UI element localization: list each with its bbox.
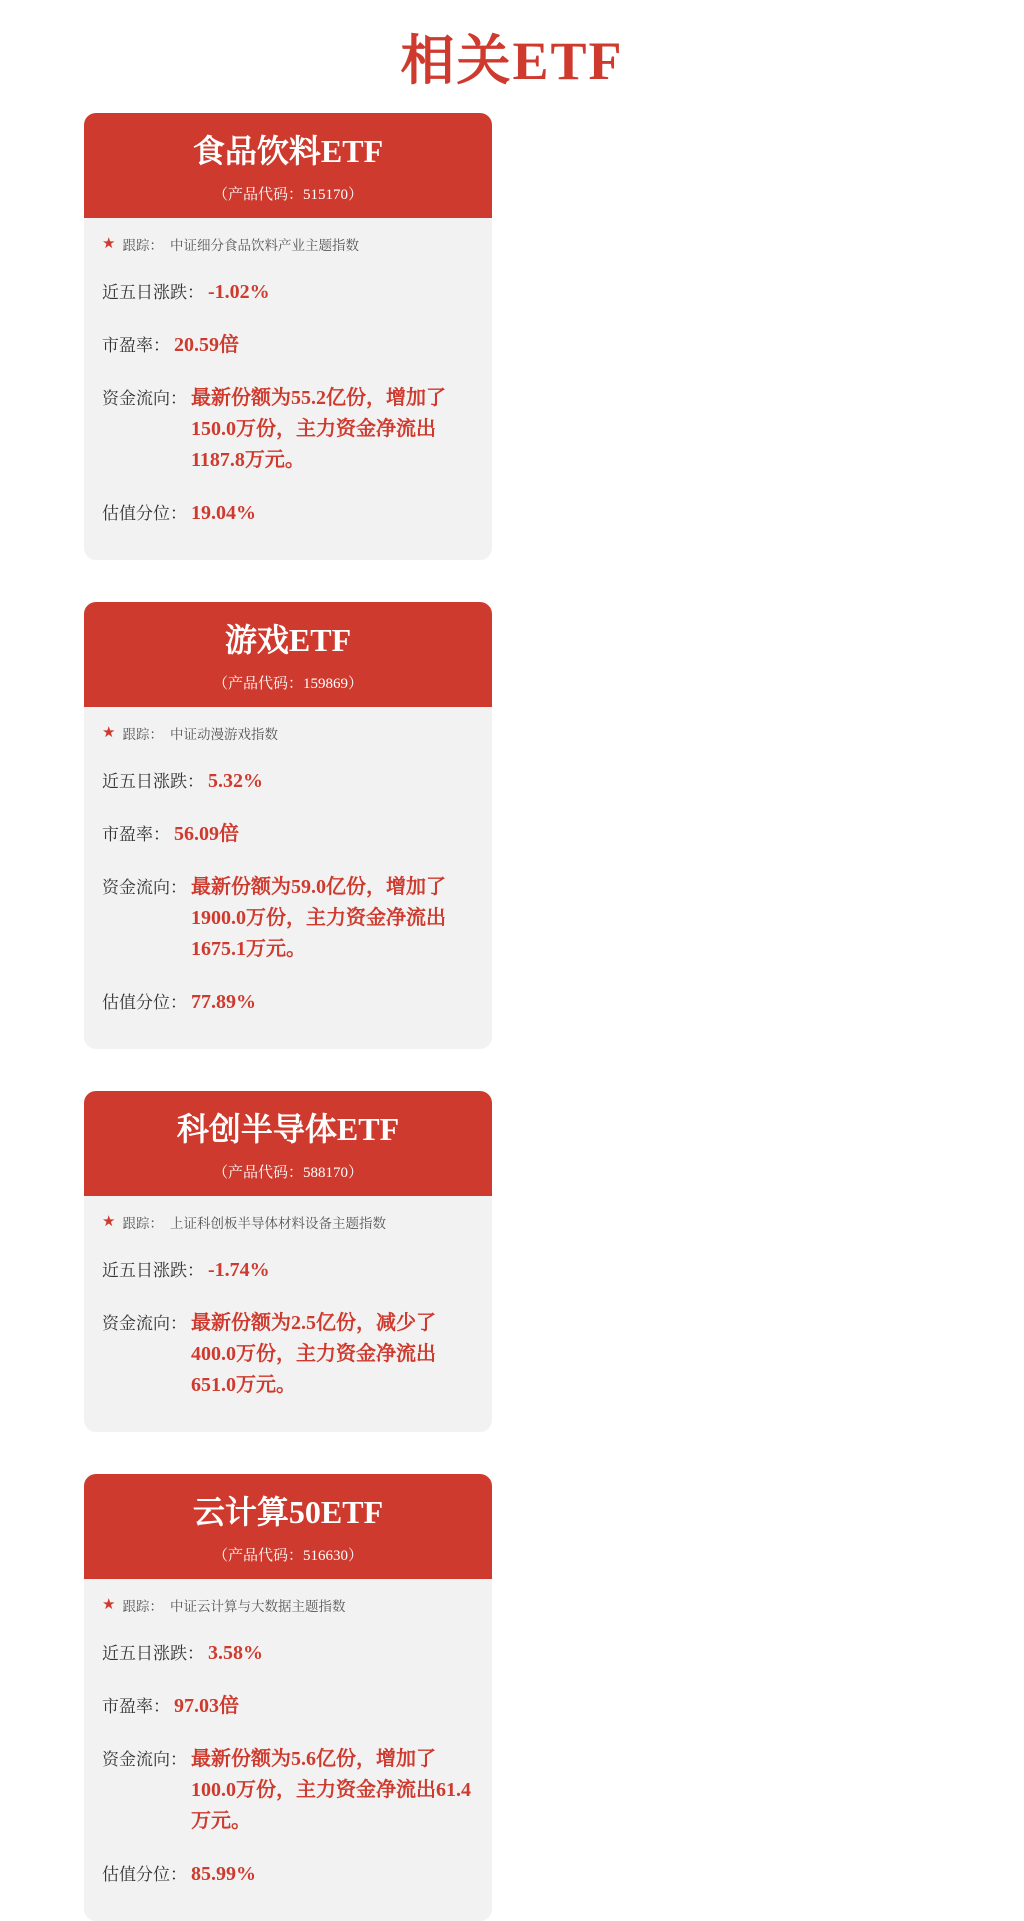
metric-change5d	[102, 755, 474, 808]
track-value: 中证动漫游戏指数	[169, 727, 278, 742]
metric-label: 市盈率：	[102, 825, 170, 844]
metric-label: 资金流向：	[102, 389, 187, 408]
etf-code: （产品代码：515170）	[212, 187, 363, 203]
metric-value: 20.59倍	[174, 334, 239, 356]
track-label: 跟踪：	[122, 1599, 163, 1614]
etf-track-row	[102, 234, 474, 266]
metric-valuation	[102, 487, 474, 540]
metric-pe	[102, 808, 474, 861]
etf-code: （产品代码：588170）	[212, 1165, 363, 1181]
track-value: 中证细分食品饮料产业主题指数	[169, 238, 359, 253]
metric-value: 3.58%	[208, 1642, 263, 1664]
track-value: 中证云计算与大数据主题指数	[169, 1599, 346, 1614]
etf-name: 游戏ETF	[224, 622, 352, 658]
metric-value: 56.09倍	[174, 823, 239, 845]
metric-value: 最新份额为59.0亿份，增加了1900.0万份，主力资金净流出1675.1万元。	[191, 876, 446, 960]
metric-value: 97.03倍	[174, 1695, 239, 1717]
etf-card-header	[84, 1091, 492, 1196]
metric-fund-flow	[102, 861, 474, 976]
etf-name: 食品饮料ETF	[192, 133, 384, 169]
metric-value: 最新份额为55.2亿份，增加了150.0万份，主力资金净流出1187.8万元。	[191, 387, 446, 471]
track-label: 跟踪：	[122, 727, 163, 742]
etf-card-header	[84, 602, 492, 707]
metric-pe	[102, 319, 474, 372]
metric-pe	[102, 1680, 474, 1733]
metric-label: 市盈率：	[102, 1697, 170, 1716]
metric-value: 5.32%	[208, 770, 263, 792]
metric-label: 近五日涨跌：	[102, 1644, 204, 1663]
etf-card[interactable]	[84, 113, 492, 560]
etf-card-header	[84, 1474, 492, 1579]
metric-label: 资金流向：	[102, 1750, 187, 1769]
metric-label: 资金流向：	[102, 1314, 187, 1333]
metric-label: 估值分位：	[102, 993, 187, 1012]
star-icon: ★	[102, 1213, 116, 1230]
metric-label: 估值分位：	[102, 504, 187, 523]
metric-value: 最新份额为2.5亿份，减少了400.0万份，主力资金净流出651.0万元。	[191, 1312, 436, 1396]
metric-value: 77.89%	[191, 991, 256, 1013]
page-title: 相关ETF	[400, 31, 624, 91]
etf-card-body	[84, 218, 492, 560]
metric-change5d	[102, 1627, 474, 1680]
metric-label: 近五日涨跌：	[102, 772, 204, 791]
etf-card[interactable]	[84, 1474, 492, 1921]
etf-track-row	[102, 723, 474, 755]
track-label: 跟踪：	[122, 1216, 163, 1231]
star-icon: ★	[102, 1596, 116, 1613]
etf-card[interactable]	[84, 1091, 492, 1432]
metric-valuation	[102, 976, 474, 1029]
star-icon: ★	[102, 235, 116, 252]
metric-value: 19.04%	[191, 502, 256, 524]
metric-label: 近五日涨跌：	[102, 1261, 204, 1280]
etf-card-body	[84, 1579, 492, 1921]
etf-code: （产品代码：159869）	[212, 676, 363, 692]
metric-fund-flow	[102, 1733, 474, 1848]
etf-card[interactable]	[84, 602, 492, 1049]
etf-card-grid	[84, 113, 940, 1921]
star-icon: ★	[102, 724, 116, 741]
metric-label: 近五日涨跌：	[102, 283, 204, 302]
metric-change5d	[102, 266, 474, 319]
etf-card-body	[84, 707, 492, 1049]
metric-value: 85.99%	[191, 1863, 256, 1885]
etf-card-body	[84, 1196, 492, 1432]
metric-fund-flow	[102, 1297, 474, 1412]
metric-label: 资金流向：	[102, 878, 187, 897]
metric-value: 最新份额为5.6亿份，增加了100.0万份，主力资金净流出61.4万元。	[191, 1748, 471, 1832]
metric-value: -1.74%	[208, 1259, 270, 1281]
etf-track-row	[102, 1212, 474, 1244]
metric-fund-flow	[102, 372, 474, 487]
etf-name: 云计算50ETF	[192, 1494, 384, 1530]
track-value: 上证科创板半导体材料设备主题指数	[169, 1216, 386, 1231]
track-label: 跟踪：	[122, 238, 163, 253]
etf-track-row	[102, 1595, 474, 1627]
metric-change5d	[102, 1244, 474, 1297]
etf-code: （产品代码：516630）	[212, 1548, 363, 1564]
etf-name: 科创半导体ETF	[176, 1111, 400, 1147]
etf-card-header	[84, 113, 492, 218]
metric-label: 市盈率：	[102, 336, 170, 355]
metric-valuation	[102, 1848, 474, 1901]
metric-value: -1.02%	[208, 281, 270, 303]
metric-label: 估值分位：	[102, 1865, 187, 1884]
